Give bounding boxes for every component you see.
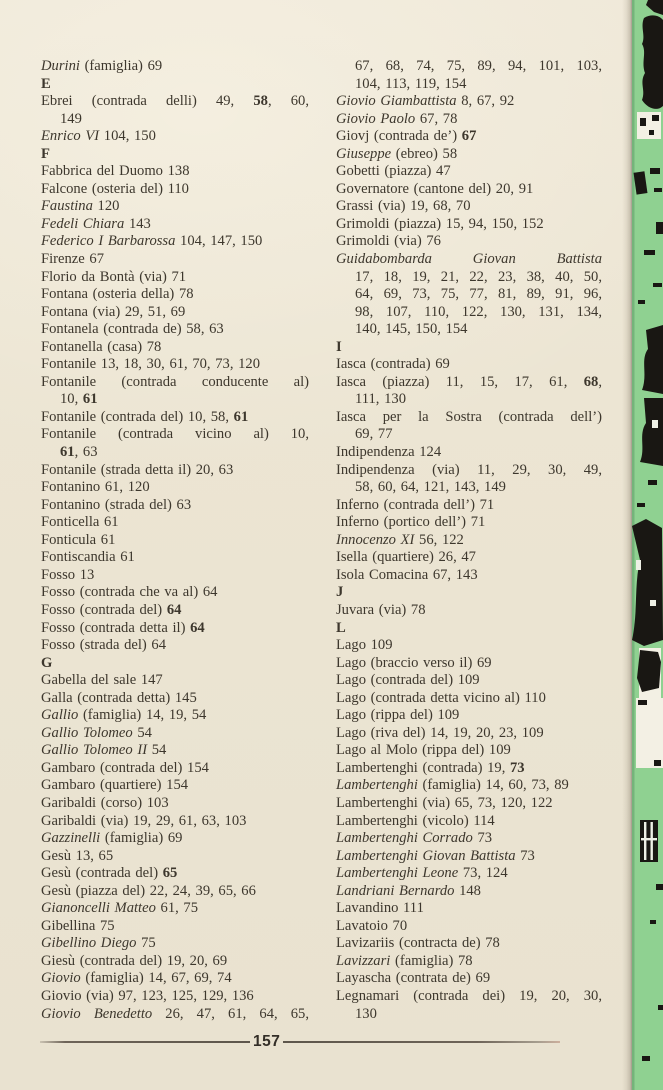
section-letter: F xyxy=(41,145,51,162)
index-entry: Indipendenza 124 xyxy=(336,444,442,461)
index-entry: Lambertenghi (contrada) 19, 73 xyxy=(336,759,525,776)
index-entry: Iasca (piazza) 11, 15, 17, 61, 68, xyxy=(336,373,602,390)
index-entry: Lambertenghi Giovan Battista 73 xyxy=(336,847,535,864)
index-entry: 69, 77 xyxy=(355,426,393,443)
index-entry: Federico I Barbarossa 104, 147, 150 xyxy=(41,233,263,250)
index-entry: Giovio Paolo 67, 78 xyxy=(336,110,458,127)
index-entry: Fosso (contrada del) 64 xyxy=(41,601,182,618)
section-letter: E xyxy=(41,75,52,92)
index-entry: Gesù (piazza del) 22, 24, 39, 65, 66 xyxy=(41,882,256,899)
index-column-right xyxy=(336,58,602,1023)
index-entry: Lago 109 xyxy=(336,637,393,654)
index-entry: Fabbrica del Duomo 138 xyxy=(41,163,190,180)
index-column-left xyxy=(41,58,309,1023)
index-entry: Fontanela (contrada de) 58, 63 xyxy=(41,321,224,338)
index-entry: Gazzinelli (famiglia) 69 xyxy=(41,830,183,847)
index-entry: Iasca (contrada) 69 xyxy=(336,356,450,373)
section-letter: J xyxy=(336,584,344,601)
index-entry: 10, 61 xyxy=(60,391,98,408)
index-entry: Giuseppe (ebreo) 58 xyxy=(336,145,458,162)
index-entry: Gabella del sale 147 xyxy=(41,672,163,689)
section-letter: L xyxy=(336,619,347,636)
index-entry: Fontana (osteria della) 78 xyxy=(41,286,194,303)
index-entry: Giovio (via) 97, 123, 125, 129, 136 xyxy=(41,987,254,1004)
index-entry: Fosso (strada del) 64 xyxy=(41,637,167,654)
index-entry: Governatore (cantone del) 20, 91 xyxy=(336,180,534,197)
index-entry: Gambaro (contrada del) 154 xyxy=(41,759,209,776)
index-entry: 140, 145, 150, 154 xyxy=(355,321,468,338)
index-entry: Giovio Benedetto 26, 47, 61, 64, 65, xyxy=(41,1005,309,1022)
index-entry: 104, 113, 119, 154 xyxy=(355,75,467,92)
index-entry: Lambertenghi Corrado 73 xyxy=(336,830,493,847)
index-entry: Fontiscandia 61 xyxy=(41,549,135,566)
index-entry: Fosso 13 xyxy=(41,566,95,583)
index-entry: 111, 130 xyxy=(355,391,406,408)
index-entry: Galla (contrada detta) 145 xyxy=(41,689,197,706)
index-entry: Falcone (osteria del) 110 xyxy=(41,180,189,197)
index-entry: Garibaldi (corso) 103 xyxy=(41,794,169,811)
index-entry: 67, 68, 74, 75, 89, 94, 101, 103, xyxy=(355,58,602,74)
index-entry: Ebrei (contrada delli) 49, 58, 60, xyxy=(41,93,309,110)
index-entry: Juvara (via) 78 xyxy=(336,601,426,618)
index-entry: 64, 69, 73, 75, 77, 81, 89, 91, 96, xyxy=(355,286,602,303)
index-entry: 130 xyxy=(355,1005,377,1022)
page-footer xyxy=(40,1034,560,1050)
index-entry: Innocenzo XI 56, 122 xyxy=(336,531,464,548)
index-entry: Gallio (famiglia) 14, 19, 54 xyxy=(41,707,207,724)
index-entry: Faustina 120 xyxy=(41,198,120,215)
index-entry: Gobetti (piazza) 47 xyxy=(336,163,451,180)
page-number: 157 xyxy=(253,1033,281,1050)
index-entry: Isola Comacina 67, 143 xyxy=(336,566,478,583)
page-edge-shadow xyxy=(622,0,632,1090)
index-entry: Fonticella 61 xyxy=(41,514,119,531)
index-entry: Gallio Tolomeo 54 xyxy=(41,724,152,741)
index-entry: Fedeli Chiara 143 xyxy=(41,215,151,232)
index-entry: 98, 107, 110, 122, 130, 131, 134, xyxy=(355,303,602,320)
section-letter: G xyxy=(41,654,53,671)
index-entry: Gibellino Diego 75 xyxy=(41,935,156,952)
index-entry: Gambaro (quartiere) 154 xyxy=(41,777,189,794)
index-entry: Firenze 67 xyxy=(41,251,105,268)
index-entry: Indipendenza (via) 11, 29, 30, 49, xyxy=(336,461,602,478)
index-entry: Lavizariis (contracta de) 78 xyxy=(336,935,500,952)
index-entry: Grimoldi (piazza) 15, 94, 150, 152 xyxy=(336,215,544,232)
index-entry: Guidabombarda Giovan Battista xyxy=(336,251,602,268)
index-entry: Gibellina 75 xyxy=(41,917,115,934)
index-entry: Lambertenghi Leone 73, 124 xyxy=(336,865,508,882)
index-entry: Fosso (contrada detta il) 64 xyxy=(41,619,205,636)
index-entry: Lago (riva del) 14, 19, 20, 23, 109 xyxy=(336,724,544,741)
index-entry: Isella (quartiere) 26, 47 xyxy=(336,549,476,566)
index-entry: Giovj (contrada de’) 67 xyxy=(336,128,477,145)
index-entry: Gesù 13, 65 xyxy=(41,847,114,864)
index-entry: Fontanino 61, 120 xyxy=(41,479,150,496)
index-entry: Giovio (famiglia) 14, 67, 69, 74 xyxy=(41,970,232,987)
index-entry: Fontana (via) 29, 51, 69 xyxy=(41,303,186,320)
index-entry: Fontanino (strada del) 63 xyxy=(41,496,192,513)
index-entry: Fonticula 61 xyxy=(41,531,116,548)
index-entry: Gesù (contrada del) 65 xyxy=(41,865,178,882)
index-entry: 17, 18, 19, 21, 22, 23, 38, 40, 50, xyxy=(355,268,602,285)
next-page-ink-texture xyxy=(632,0,663,1090)
index-entry: Lavatoio 70 xyxy=(336,917,408,934)
index-entry: Inferno (contrada dell’) 71 xyxy=(336,496,495,513)
index-entry: Legnamari (contrada dei) 19, 20, 30, xyxy=(336,987,602,1004)
index-entry: Grimoldi (via) 76 xyxy=(336,233,441,250)
index-entry: Fontanile (contrada conducente al) xyxy=(41,373,309,390)
index-entry: Fosso (contrada che va al) 64 xyxy=(41,584,218,601)
next-page-edge xyxy=(632,0,663,1090)
index-entry: Fontanile 13, 18, 30, 61, 70, 73, 120 xyxy=(41,356,261,373)
index-entry: Fontanile (strada detta il) 20, 63 xyxy=(41,461,234,478)
index-entry: Garibaldi (via) 19, 29, 61, 63, 103 xyxy=(41,812,247,829)
index-entry: Fontanile (contrada del) 10, 58, 61 xyxy=(41,408,249,425)
index-entry: Lambertenghi (vicolo) 114 xyxy=(336,812,495,829)
index-entry: Lambertenghi (via) 65, 73, 120, 122 xyxy=(336,794,553,811)
index-entry: Layascha (contrata de) 69 xyxy=(336,970,491,987)
index-entry: Landriani Bernardo 148 xyxy=(336,882,481,899)
index-entry: Enrico VI 104, 150 xyxy=(41,128,156,145)
index-entry: 149 xyxy=(60,110,82,127)
section-letter: I xyxy=(336,338,342,355)
index-entry: Gallio Tolomeo II 54 xyxy=(41,742,167,759)
footer-rule-left xyxy=(40,1041,250,1043)
index-entry: Inferno (portico dell’) 71 xyxy=(336,514,486,531)
index-entry: Florio da Bontà (via) 71 xyxy=(41,268,187,285)
index-entry: Lago (braccio verso il) 69 xyxy=(336,654,492,671)
index-entry: Lago (rippa del) 109 xyxy=(336,707,460,724)
index-entry: Gianoncelli Matteo 61, 75 xyxy=(41,900,199,917)
index-entry: Durini (famiglia) 69 xyxy=(41,58,163,74)
index-entry: Lago (contrada del) 109 xyxy=(336,672,480,689)
index-entry: Fontanile (contrada vicino al) 10, xyxy=(41,426,309,443)
index-entry: 58, 60, 64, 121, 143, 149 xyxy=(355,479,506,496)
index-entry: Lambertenghi (famiglia) 14, 60, 73, 89 xyxy=(336,777,569,794)
index-entry: Lago (contrada detta vicino al) 110 xyxy=(336,689,546,706)
index-entry: Giovio Giambattista 8, 67, 92 xyxy=(336,93,515,110)
footer-rule-right xyxy=(283,1041,560,1043)
index-entry: Iasca per la Sostra (contrada dell’) xyxy=(336,408,602,425)
index-entry: Lavandino 111 xyxy=(336,900,424,917)
index-entry: Fontanella (casa) 78 xyxy=(41,338,162,355)
index-entry: 61, 63 xyxy=(60,444,98,461)
index-entry: Grassi (via) 19, 68, 70 xyxy=(336,198,471,215)
index-entry: Giesù (contrada del) 19, 20, 69 xyxy=(41,952,228,969)
index-entry: Lavizzari (famiglia) 78 xyxy=(336,952,473,969)
index-entry: Lago al Molo (rippa del) 109 xyxy=(336,742,511,759)
